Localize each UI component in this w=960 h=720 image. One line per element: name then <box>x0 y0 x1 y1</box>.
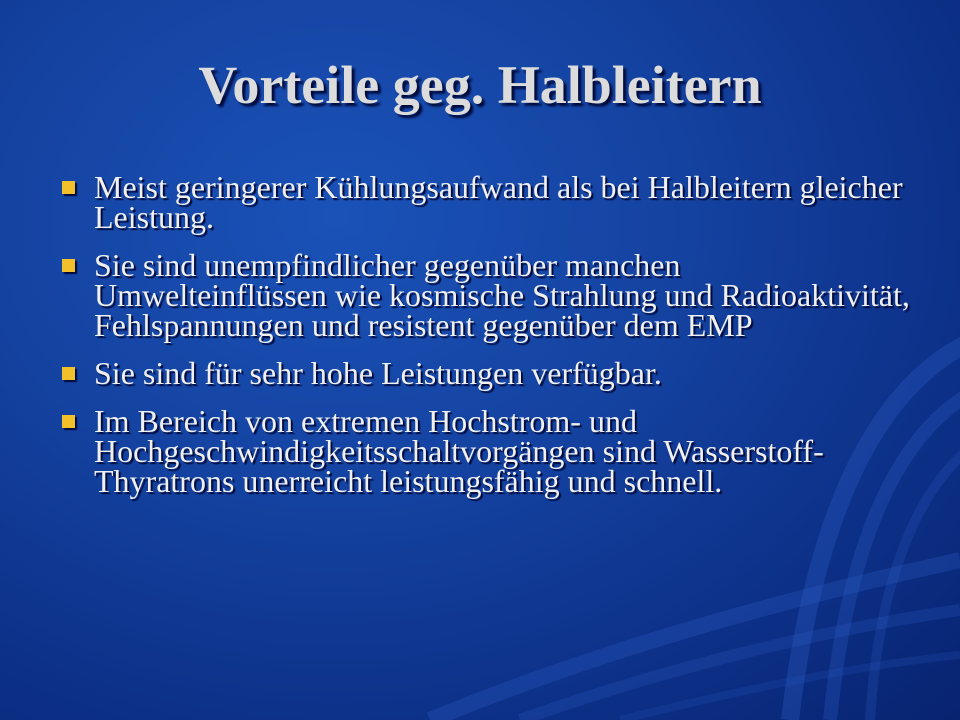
square-bullet-icon <box>62 181 75 194</box>
bullet-text: Sie sind unempfindlicher gegenüber manchen Umwelteinflüssen wie kosmische Strahlung und Radioaktivität, Fehlspannungen und resistent gegenüber dem EMP <box>94 247 910 343</box>
bullet-item <box>60 247 920 343</box>
slide-title: Vorteile geg. Halbleitern <box>198 55 762 115</box>
bullet-item <box>60 169 920 235</box>
square-bullet-icon <box>62 259 75 272</box>
bullet-item <box>60 403 920 499</box>
square-bullet-icon <box>62 415 75 428</box>
bullet-list <box>60 169 920 514</box>
bullet-text: Im Bereich von extremen Hochstrom- und Hochgeschwindigkeitsschaltvorgängen sind Wasserstoff-Thyratrons unerreicht leistungsfähig und schnell. <box>94 403 824 499</box>
bullet-text: Sie sind für sehr hohe Leistungen verfügbar. <box>94 355 662 391</box>
bullet-text: Meist geringerer Kühlungsaufwand als bei Halbleitern gleicher Leistung. <box>94 169 903 235</box>
square-bullet-icon <box>62 367 75 380</box>
bullet-item <box>60 355 920 391</box>
